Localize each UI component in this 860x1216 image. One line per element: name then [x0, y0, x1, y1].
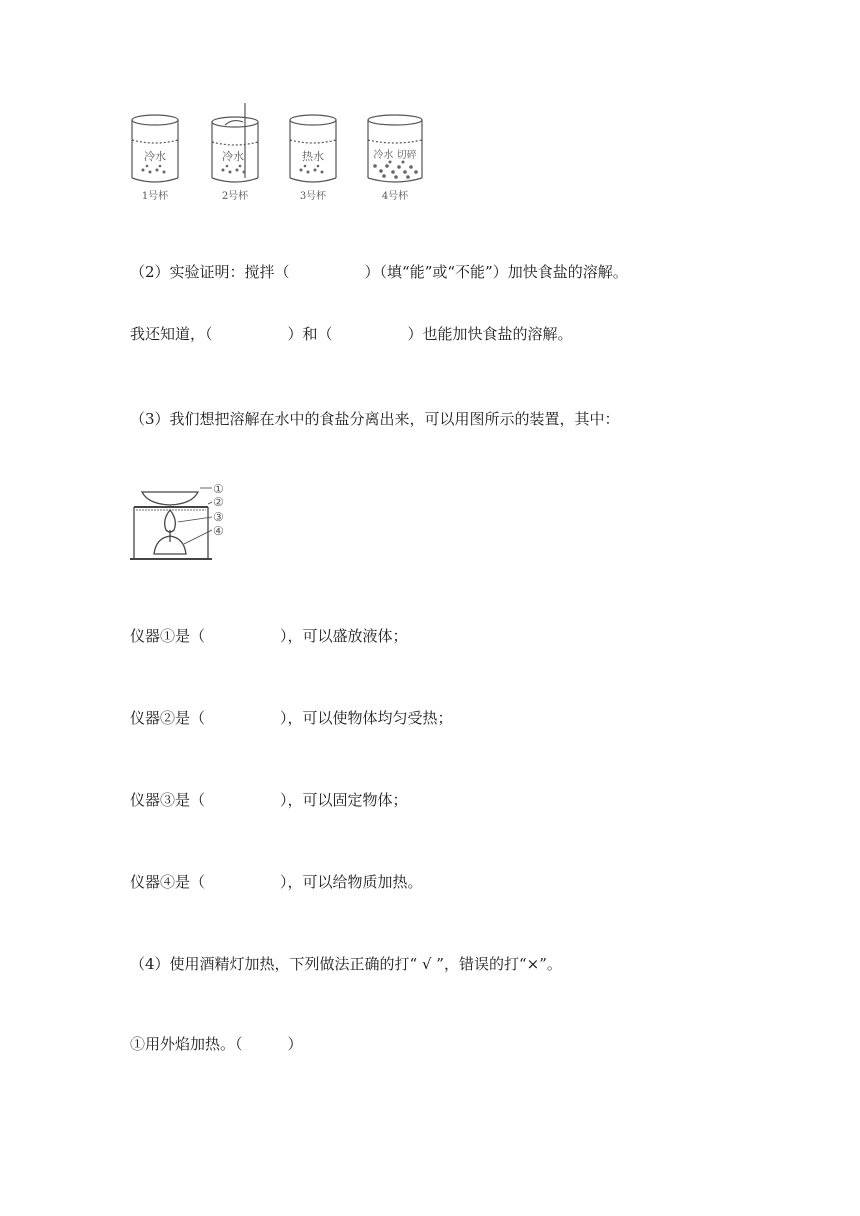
- beaker-2-caption: 2号杯: [221, 191, 249, 202]
- q3-item-4: 仪器④是（ ），可以给物质加热。: [130, 873, 423, 891]
- q2-line1: （2）实验证明：搅拌（ ）（填“能”或“不能”）加快食盐的溶解。: [130, 263, 628, 281]
- beaker-1-content: 冷水: [144, 150, 166, 163]
- beaker-4-caption: 4号杯: [381, 191, 409, 202]
- beaker-3-content: 热水: [302, 150, 324, 163]
- label-1: ①: [213, 482, 224, 496]
- beaker-1: [132, 115, 178, 182]
- beaker-1-caption: 1号杯: [141, 191, 169, 202]
- label-2: ②: [213, 495, 224, 509]
- beaker-3-caption: 3号杯: [299, 191, 327, 202]
- beaker-4: [368, 115, 422, 182]
- beaker-3: [290, 115, 336, 182]
- beaker-4-content: 冷水 切碎: [373, 150, 417, 161]
- q3-item-3: 仪器③是（ ），可以固定物体；: [130, 791, 408, 809]
- label-3: ③: [213, 510, 224, 524]
- evaporating-dish: [142, 492, 198, 505]
- flame: [165, 510, 176, 532]
- q3-item-2: 仪器②是（ ），可以使物体均匀受热；: [130, 709, 453, 727]
- evaporation-apparatus-figure: [128, 482, 240, 564]
- q2-line2: 我还知道，（ ）和（ ）也能加快食盐的溶解。: [130, 325, 573, 343]
- beakers-figure: [125, 100, 425, 205]
- q4-item-1: ①用外焰加热。（ ）: [130, 1035, 303, 1053]
- label-4: ④: [213, 524, 224, 538]
- beaker-2-content: 冷水: [222, 150, 244, 163]
- beaker-2: [212, 103, 258, 182]
- q3-intro: （3）我们想把溶解在水中的食盐分离出来，可以用图所示的装置，其中：: [130, 410, 620, 428]
- q3-item-1: 仪器①是（ ），可以盛放液体；: [130, 627, 408, 645]
- q4-intro: （4）使用酒精灯加热，下列做法正确的打“ √ ”，错误的打“×”。: [130, 955, 562, 973]
